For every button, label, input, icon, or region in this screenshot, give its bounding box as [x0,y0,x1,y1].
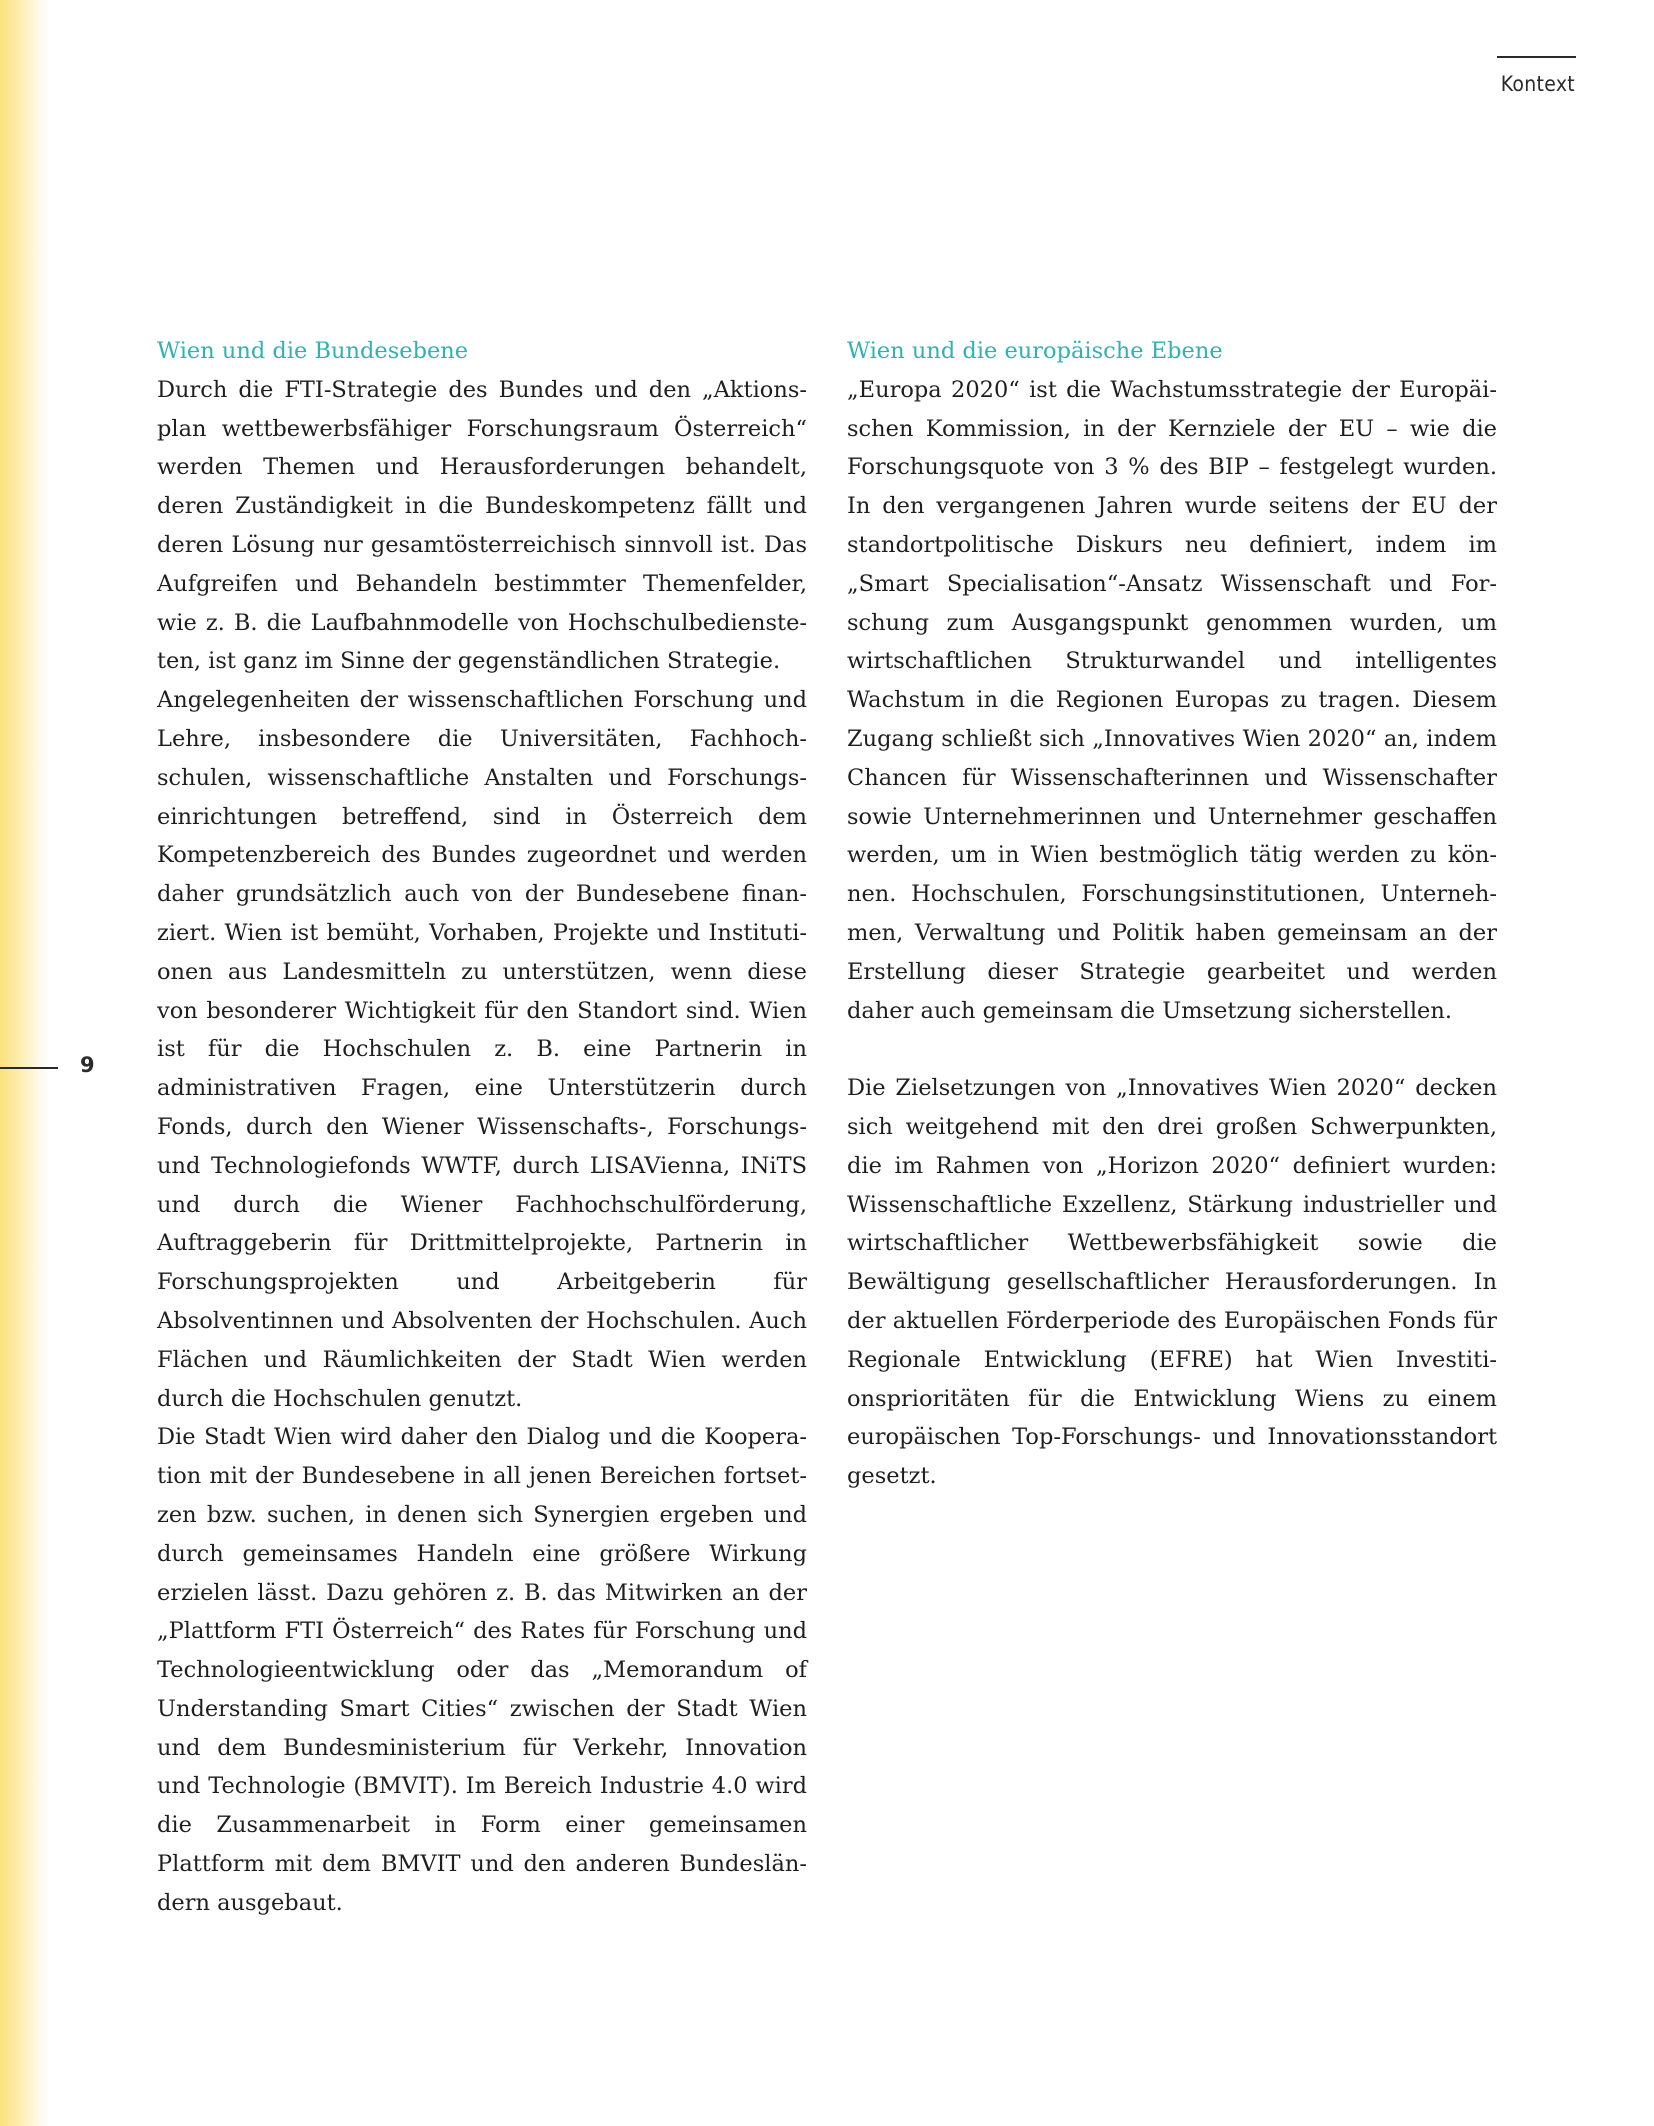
edge-color-strip [0,0,50,2126]
right-paragraph-1: „Europa 2020“ ist die Wachstumsstrategie der Europäischen Kommission, in der Kernziele der EU – wie die Forschungsquote von 3 % des BIP – festgelegt wurden. In den vergangenen Jahren wurde seitens der EU der standortpolitische Diskurs neu definiert, indem im „Smart Specialisation“-Ansatz Wissenschaft und Forschung zum Ausgangspunkt genommen wurden, um wirtschaftlichen Strukturwandel und intelligentes Wachstum in die Regionen Europas zu tragen. Diesem Zugang schließt sich „Innovatives Wien 2020“ an, indem Chancen für Wissenschafterinnen und Wissenschafter sowie Unternehmerinnen und Unternehmer geschaffen werden, um in Wien bestmöglich tätig werden zu können. Hochschulen, Forschungsinstitutionen, Unternehmen, Verwaltung und Politik haben gemeinsam an der Erstellung dieser Strategie gearbeitet und werden daher auch gemeinsam die Umsetzung sicherstellen. [847,376,1497,1024]
right-column-heading: Wien und die europäische Ebene [847,338,1223,364]
left-column-heading: Wien und die Bundesebene [157,338,469,364]
left-column [157,332,807,1923]
page-number: 9 [80,1053,95,1077]
page-number-rule [0,1067,58,1069]
right-column [847,332,1497,1496]
left-paragraph-2: Angelegenheiten der wissenschaftlichen Forschung und Lehre, insbesondere die Universitäten, Fachhochschulen, wissenschaftliche Anstalten und Forschungseinrichtungen betreffend, sind in Österreich dem Kompetenzbereich des Bundes zugeordnet und werden daher grundsätzlich auch von der Bundesebene finanziert. Wien ist bemüht, Vorhaben, Projekte und Institutionen aus Landesmitteln zu unterstützen, wenn diese von besonderer Wichtigkeit für den Standort sind. Wien ist für die Hochschulen z. B. eine Partnerin in administrativen Fragen, eine Unterstützerin durch Fonds, durch den Wiener Wissenschafts-, Forschungs- und Technologiefonds WWTF, durch LISAVienna, INiTS und durch die Wiener Fachhochschulförderung, Auftraggeberin für Drittmittelprojekte, Partnerin in Forschungsprojekten und Arbeitgeberin für Absolventinnen und Absolventen der Hochschulen. Auch Flächen und Räumlichkeiten der Stadt Wien werden durch die Hochschulen genutzt. [157,687,807,1412]
left-paragraph-3: Die Stadt Wien wird daher den Dialog und die Kooperation mit der Bundesebene in all jenen Bereichen fortsetzen bzw. suchen, in denen sich Synergien ergeben und durch gemeinsames Handeln eine größere Wirkung erzielen lässt. Dazu gehören z. B. das Mitwirken an der „Plattform FTI Österreich“ des Rates für Forschung und Technologieentwicklung oder das „Memorandum of Understanding Smart Cities“ zwischen der Stadt Wien und dem Bundesministerium für Verkehr, Innovation und Technologie (BMVIT). Im Bereich Industrie 4.0 wird die Zusammenarbeit in Form einer gemeinsamen Plattform mit dem BMVIT und den anderen Bundesländern ausgebaut. [157,1424,807,1916]
left-paragraph-1: Durch die FTI-Strategie des Bundes und den „Aktionsplan wettbewerbsfähiger Forschungsraum Österreich“ werden Themen und Herausforderungen behandelt, deren Zuständigkeit in die Bundeskompetenz fällt und deren Lösung nur gesamtösterreichisch sinnvoll ist. Das Aufgreifen und Behandeln bestimmter Themenfelder, wie z. B. die Laufbahnmodelle von Hochschulbediensteten, ist ganz im Sinne der gegenständlichen Strategie. [157,376,807,675]
section-label: Kontext [1500,72,1575,96]
right-paragraph-2: Die Zielsetzungen von „Innovatives Wien 2020“ decken sich weitgehend mit den drei großen Schwerpunkten, die im Rahmen von „Horizon 2020“ definiert wurden: Wissenschaftliche Exzellenz, Stärkung industrieller und wirtschaftlicher Wettbewerbsfähigkeit sowie die Bewältigung gesellschaftlicher Herausforderungen. In der aktuellen Förderperiode des Europäischen Fonds für Regionale Entwicklung (EFRE) hat Wien Investitionsprioritäten für die Entwicklung Wiens zu einem europäischen Top-Forschungs- und Innovationsstandort gesetzt. [847,1075,1497,1490]
header-rule [1497,56,1576,58]
